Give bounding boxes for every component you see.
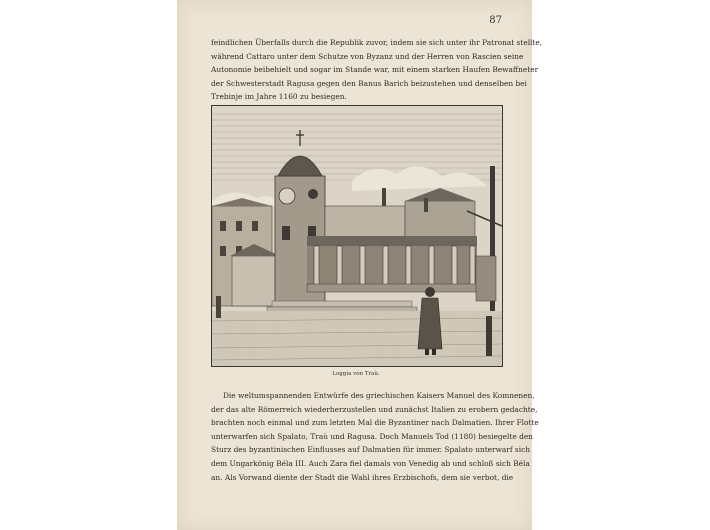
figure-caption: Loggia von Traù.	[332, 371, 380, 377]
text-line: unterwarfen sich Spalato, Traù und Ragusa. Doch Manuels Tod (1180) besiegelte den	[211, 431, 533, 441]
engraving-illustration	[211, 105, 503, 367]
text-line: der Schwesterstadt Ragusa gegen den Banus Barich beizustehen und denselben bei	[211, 78, 527, 88]
top-paragraph	[211, 36, 543, 104]
text-line: Autonomie beibehielt und sogar im Stande war, mit einem starken Haufen Bewaffneter	[211, 65, 539, 75]
text-line: Sturz des byzantinischen Einflusses auf Dalmatien für immer. Spalato unterwarf sich	[211, 445, 530, 455]
text-line: an. Als Vorwand diente der Stadt die Wahl ihres Erzbischofs, dem sie verbot, die	[211, 472, 514, 482]
bottom-paragraph	[211, 389, 539, 484]
text-line: brachten noch einmal und zum letzten Mal die Byzantiner nach Dalmatien. Ihrer Flotte	[211, 418, 539, 428]
page-number: 87	[489, 15, 502, 26]
text-line: feindlichen Überfalls durch die Republik zuvor, indem sie sich unter ihr Patronat stellte,	[211, 38, 543, 47]
text-line: der das alte Römerreich wiederherzustellen und zunächst Italien zu erobern gedachte,	[211, 404, 538, 414]
text-line: Trebinje im Jahre 1160 zu besiegen.	[211, 92, 347, 102]
book-page	[177, 0, 543, 530]
text-line: Die weltumspannenden Entwürfe des griechischen Kaisers Manuel des Komnenen,	[223, 391, 535, 400]
text-line: während Cattaro unter dem Schutze von Byzanz und der Herren von Rascien seine	[211, 51, 524, 61]
text-line: dem Ungarkönig Béla III. Auch Zara fiel damals von Venedig ab und schloß sich Béla	[211, 458, 530, 468]
